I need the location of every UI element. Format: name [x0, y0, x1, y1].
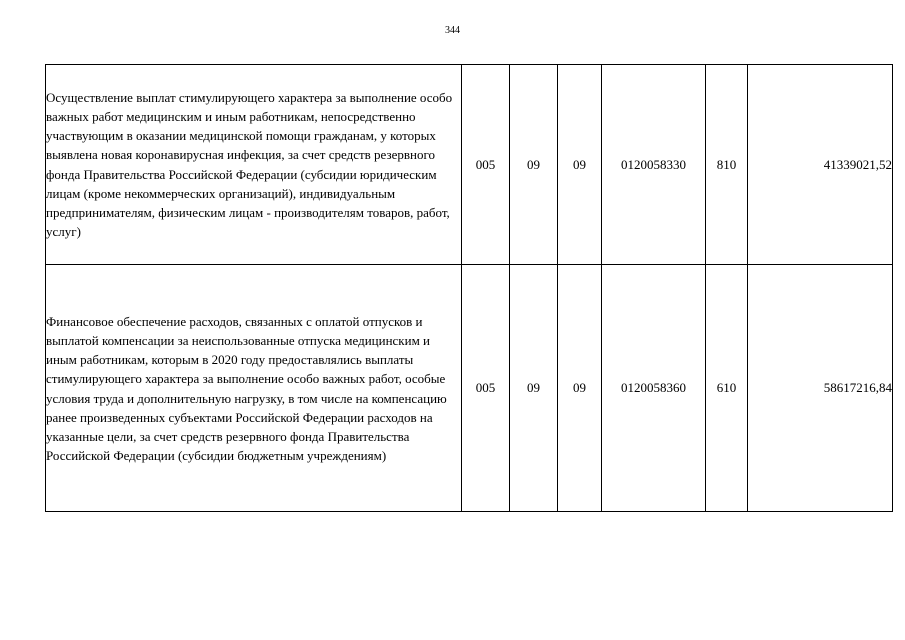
- subsection-code: 09: [558, 65, 602, 265]
- section-code: 09: [510, 65, 558, 265]
- ministry-code: 005: [462, 65, 510, 265]
- budget-table: [45, 64, 893, 512]
- expense-type-code: 810: [706, 65, 748, 265]
- row-description: Осуществление выплат стимулирующего характера за выполнение особо важных работ медицинским и иным работникам, непосредственно участвующим в оказании медицинской помощи гражданам, у которых выявлена новая коронавирусная инфекция, за счет средств резервного фонда Правительства Российской Федерации (субсидии юридическим лицам (кроме некоммерческих организаций), индивидуальным предпринимателям, физическим лицам - производителям товаров, работ, услуг): [46, 65, 462, 265]
- table-row: [46, 265, 893, 512]
- table-row: [46, 65, 893, 265]
- target-article-code: 0120058360: [602, 265, 706, 512]
- subsection-code: 09: [558, 265, 602, 512]
- page-number: 344: [445, 25, 460, 36]
- target-article-code: 0120058330: [602, 65, 706, 265]
- row-description: Финансовое обеспечение расходов, связанных с оплатой отпусков и выплатой компенсации за неиспользованные отпуска медицинским и иным работникам, которым в 2020 году предоставлялись выплаты стимулирующего характера за выполнение особо важных работ, особые условия труда и дополнительную нагрузку, в том числе на компенсацию ранее произведенных субъектами Российской Федерации расходов на указанные цели, за счет средств резервного фонда Правительства Российской Федерации (субсидии бюджетным учреждениям): [46, 265, 462, 512]
- expense-type-code: 610: [706, 265, 748, 512]
- amount: 41339021,52: [748, 65, 893, 265]
- ministry-code: 005: [462, 265, 510, 512]
- section-code: 09: [510, 265, 558, 512]
- amount: 58617216,84: [748, 265, 893, 512]
